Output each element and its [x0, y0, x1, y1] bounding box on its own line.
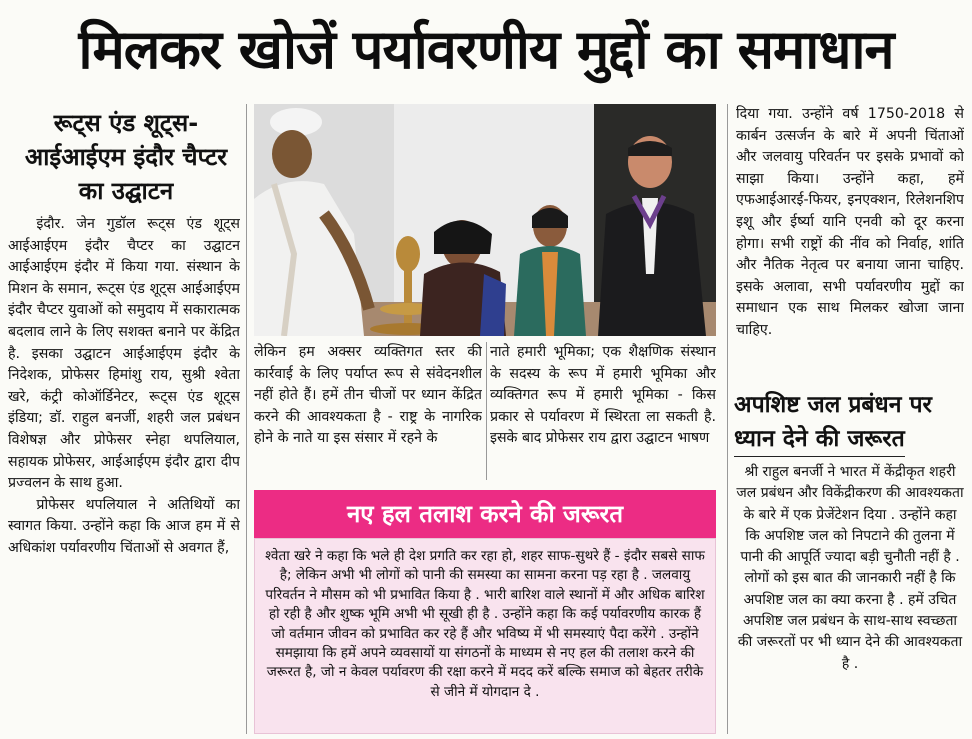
paragraph: लेकिन हम अक्सर व्यक्तिगत स्तर की कार्रवाई के लिए पर्याप्त रूप से संवेदनशील नहीं होते हैं। हमें तीन चीजों पर ध्यान केंद्रित करने की आवश्यकता है - राष्ट्र के नागरिक होने के नाते या इस संसार में रहने के [254, 344, 482, 447]
paragraph: दिया गया. उन्होंने वर्ष 1750-2018 से कार्बन उत्सर्जन के बारे में अपनी चिंताओं और जलवायु परिवर्तन पर इसके प्रभावों को साझा किया। उन्होंने कहा, हमें एफआईआरई-फियर, इनएक्शन, रिलेशनशिप इशू और ईर्ष्या यानि एनवी को दूर करना होगा। सभी राष्ट्रों की नींव को निर्वाह, शांति और नैतिक नेतृत्व पर बनाया जाना चाहिए. इसके अलावा, सभी पर्यावरणीय मुद्दों का समाधान एक साथ मिलकर खोजा जाना चाहिए. [736, 106, 964, 338]
paragraph: प्रोफेसर थपलियाल ने अतिथियों का स्वागत किया. उन्होंने कहा कि आज हम में से अधिकांश पर्यावरणीय चिंताओं से अवगत हैं, [8, 496, 240, 556]
lamp-lighting-photo [254, 104, 716, 336]
article-column-2 [254, 342, 482, 480]
pink-box [254, 538, 716, 734]
subheading-line: अपशिष्ट जल प्रबंधन पर [734, 392, 932, 418]
article-column-5 [736, 462, 964, 732]
article-column-4 [736, 104, 964, 390]
subheading-line: का उद्घाटन [78, 177, 174, 205]
column-divider [246, 104, 247, 734]
column-divider [727, 104, 728, 734]
column-divider [486, 342, 487, 480]
subheading-line: ध्यान देने की जरूरत [734, 422, 905, 457]
event-photo [254, 104, 716, 336]
subheading-line: रूट्स एंड शूट्स- [53, 109, 199, 137]
page-headline: मिलकर खोजें पर्यावरणीय मुद्दों का समाधान [78, 18, 894, 81]
article-column-1 [8, 214, 240, 732]
paragraph: श्री राहुल बनर्जी ने भारत में केंद्रीकृत शहरी जल प्रबंधन और विकेंद्रीकरण की आवश्यकता के बारे में एक प्रेजेंटेशन दिया . उन्होंने कहा कि अपशिष्ट जल को निपटाने की तुलना में पानी की आपूर्ति ज्यादा बड़ी चुनौती नहीं है . लोगों को इस बात की जानकारी नहीं है कि अपशिष्ट जल का क्या करना है . हमें उचित अपशिष्ट जल प्रबंधन के साथ-साथ स्वच्छता की जरूरतों पर भी ध्यान देने की आवश्यकता है . [736, 464, 964, 672]
subheading-wastewater [734, 388, 966, 457]
pink-box-title: नए हल तलाश करने की जरूरत [254, 490, 716, 538]
pink-box-text: श्वेता खरे ने कहा कि भले ही देश प्रगति कर रहा हो, शहर साफ-सुथरे हैं - इंदौर सबसे साफ है; लेकिन अभी भी लोगों को पानी की समस्या का सामना करना पड़ रहा है . जलवायु परिवर्तन ने मौसम को भी प्रभावित किया है . भारी बारिश वाले स्थानों में और अधिक बारिश हो रही है और शुष्क भूमि अभी भी सूखी ही है . उन्होंने कहा कि कई पर्यावरणीय कारक हैं जो वर्तमान जीवन को प्रभावित कर रहे हैं और भविष्य में भी समस्याएं पैदा करेंगे . उन्होंने समझाया कि हमें अपने व्यवसायों या संगठनों के माध्यम से नए हल की तलाश करने की जरूरत है, जो न केवल पर्यावरण की रक्षा करने में मदद करें बल्कि समाज को बेहतर तरीके से जीने में योगदान दे . [265, 548, 705, 700]
article-column-3 [490, 342, 716, 480]
paragraph: नाते हमारी भूमिका; एक शैक्षणिक संस्थान के सदस्य के रूप में हमारी भूमिका और व्यक्तिगत रूप में हमारी भूमिका - किस प्रकार से पर्यावरण में स्थिरता ला सकती है. इसके बाद प्रोफेसर राय द्वारा उद्घाटन भाषण [490, 344, 716, 447]
paragraph: इंदौर. जेन गुडॉल रूट्स एंड शूट्स आईआईएम इंदौर चैप्टर का उद्घाटन आईआईएम इंदौर में किया गया. संस्थान के मिशन के समान, रूट्स एंड शूट्स आईआईएम इंदौर चैप्टर युवाओं को समुदाय में सकारात्मक बदलाव लाने के लिए सशक्त बनाने पर केंद्रित है. इसका उद्घाटन आईआईएम इंदौर के निदेशक, प्रोफेसर हिमांशु राय, सुश्री श्वेता खरे, कंट्री कोऑर्डिनेटर, रूट्स एंड शूट्स इंडिया; डॉ. राहुल बनर्जी, शहरी जल प्रबंधन विशेषज्ञ और प्रोफेसर स्नेहा थपलियाल, सहायक प्रोफेसर, आईआईएम इंदौर द्वारा दीप प्रज्वलन के साथ हुआ. [8, 216, 240, 492]
subheading-line: आईआईएम इंदौर चैप्टर [24, 143, 228, 171]
subheading-chapter-inauguration [6, 106, 246, 208]
